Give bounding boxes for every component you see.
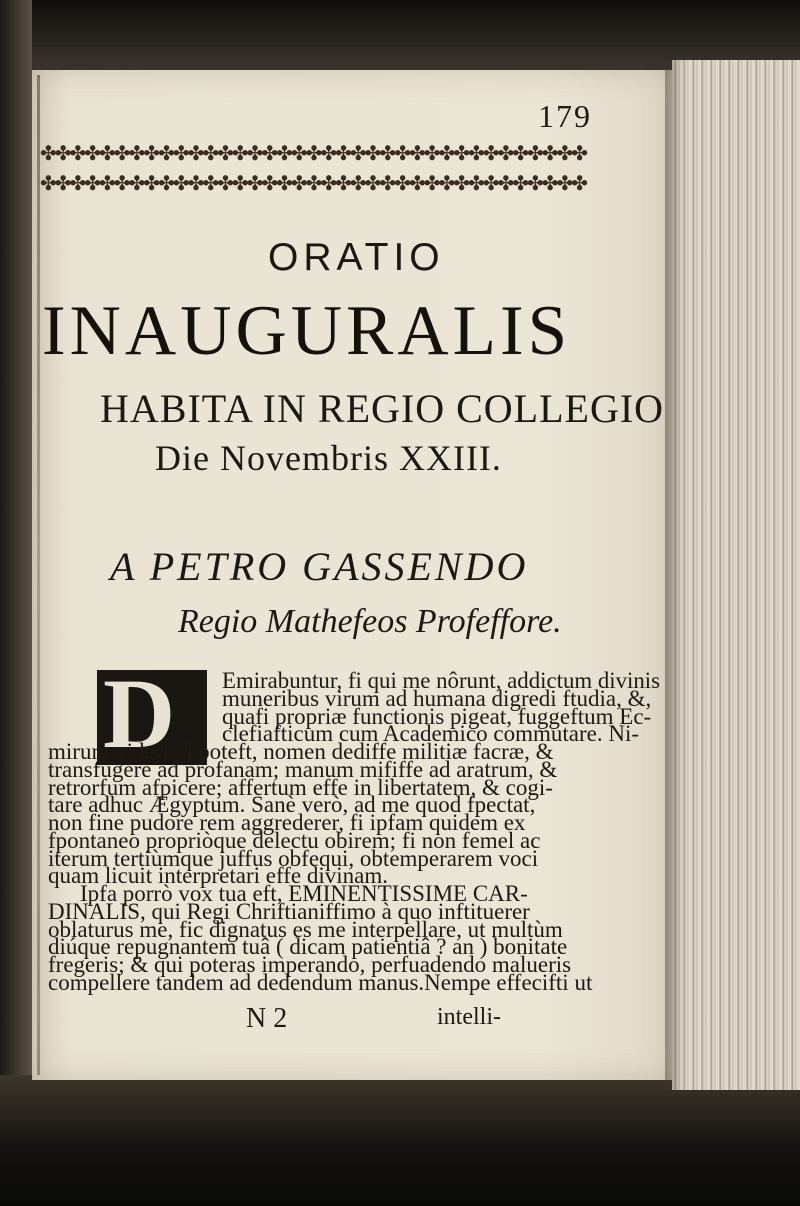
drop-cap-letter: D — [103, 658, 176, 769]
body-line: non fine pudore rem aggrederer, fi ipfam quidem ex — [48, 810, 526, 836]
body-line: quam licuit interpretari effe divinam. — [48, 863, 388, 889]
body-line: transfugere ad profanam; manum mififfe ad aratrum, & — [48, 756, 558, 782]
body-line: Emirabuntur, fi qui me nôrunt, addictum divinis — [222, 668, 661, 693]
body-line: Ipfa porrò vox tua eft, EMINENTISSIME CAR- — [80, 881, 528, 907]
page-number: 179 — [538, 98, 592, 134]
title-inauguralis: INAUGURALIS — [42, 292, 572, 370]
body-line: clefiafticum cum Academico commutare. Ni- — [222, 721, 640, 747]
author-role: Regio Mathefeos Profeffore. — [178, 603, 562, 640]
body-line: DINALIS, qui Regi Chriftianiffimo à quo inftituerer — [48, 898, 530, 924]
gutter-shadow — [665, 60, 685, 1090]
body-line: oblaturus me, fic dignatus es me interpellare, ut multùm — [48, 916, 563, 942]
author-name: A PETRO GASSENDO — [110, 544, 529, 589]
signature-mark: N 2 — [246, 1003, 288, 1034]
subtitle-habita: HABITA IN REGIO COLLEGIO — [100, 386, 665, 431]
title-oratio: ORATIO — [268, 236, 445, 279]
book-page-edges — [672, 60, 800, 1090]
body-line: iterum tertiùmque juffus obfequi, obtemperarem voci — [48, 845, 539, 871]
body-line: mirum videri id poteft, nomen dediffe militiæ facræ, & — [48, 739, 554, 765]
body-line: muneribus virum ad humana digredi ftudia, &, — [222, 685, 652, 711]
ornament-band-bottom: ✤✤✤✤✤✤✤✤✤✤✤✤✤✤✤✤✤✤✤✤✤✤✤✤✤✤✤✤✤✤✤✤✤✤✤✤✤ — [40, 173, 587, 195]
subtitle-date: Die Novembris XXIII. — [155, 438, 502, 478]
body-line: fpontaneo propriòque delectu obirem; fi non femel ac — [48, 827, 541, 853]
scan-left-border — [0, 0, 32, 1206]
ornament-band-top: ✤✤✤✤✤✤✤✤✤✤✤✤✤✤✤✤✤✤✤✤✤✤✤✤✤✤✤✤✤✤✤✤✤✤✤✤✤ — [40, 143, 587, 165]
body-line: fregeris; & qui poteras imperando, perfuadendo malueris — [48, 952, 572, 978]
scan-bottom-border — [0, 1075, 800, 1206]
body-line: quafi propriæ functionis pigeat, fuggeftum Ec- — [222, 703, 652, 729]
body-line: retrorfum afpicere; affertum effe in libertatem, & cogi- — [48, 774, 553, 800]
body-line: diúque repugnantem tuâ ( dicam patientiâ ? an ) bonitate — [48, 934, 568, 960]
body-line: tare adhuc Ægyptum. Sanè verò, ad me quod fpectat, — [48, 792, 536, 818]
body-line: compellere tandem ad dedendum manus.Nempe effecifti ut — [48, 970, 593, 995]
catchword: intelli- — [437, 1004, 501, 1030]
left-margin-rule — [37, 75, 40, 1075]
